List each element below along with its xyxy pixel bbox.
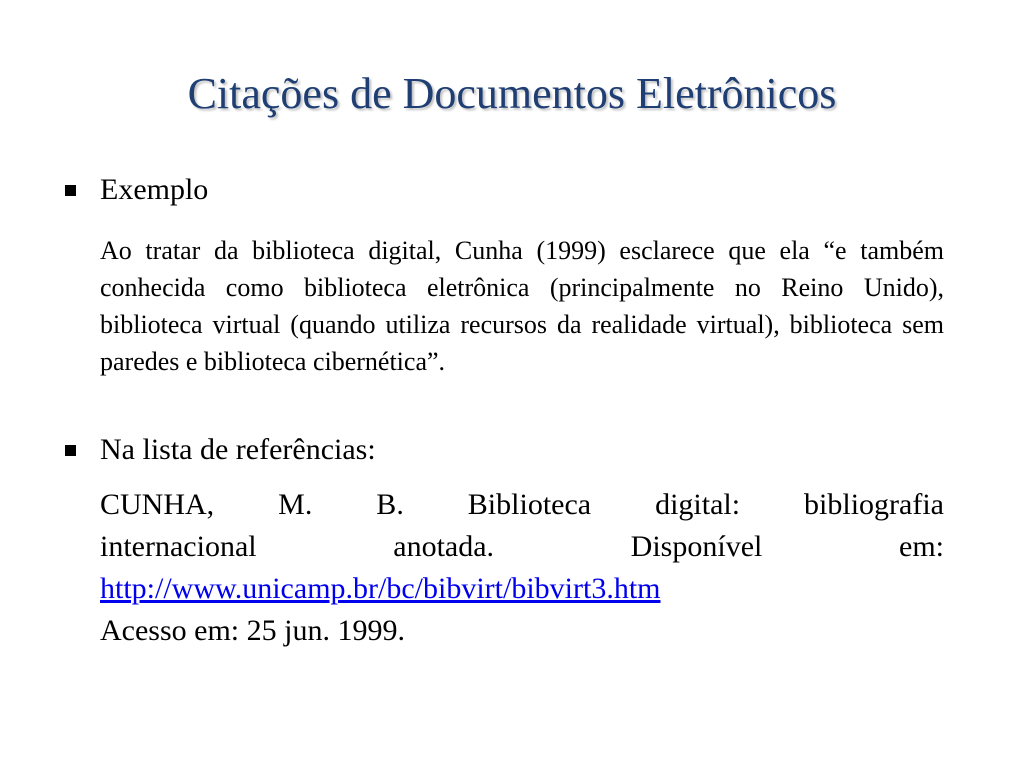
reference-access-date: Acesso em: 25 jun. 1999. (100, 614, 405, 647)
reference-entry (100, 484, 944, 652)
reference-url-link[interactable]: http://www.unicamp.br/bc/bibvirt/bibvirt3.htm (100, 572, 661, 605)
bullet-label: Na lista de referências: (100, 433, 376, 466)
square-bullet-icon (65, 445, 76, 456)
quote-paragraph: Ao tratar da biblioteca digital, Cunha (1999) esclarece que ela “e também conhecida como biblioteca eletrônica (principalmente no Reino Unido), biblioteca virtual (quando utiliza recursos da realidade virtual), biblioteca sem paredes e biblioteca cibernética”. (100, 236, 944, 376)
reference-line: CUNHA, M. B. Biblioteca digital: bibliografia (100, 488, 944, 521)
reference-line: internacional anotada. Disponível em: (100, 530, 944, 563)
square-bullet-icon (65, 185, 76, 196)
reference-url-line (100, 568, 944, 610)
bullet-label: Exemplo (100, 173, 209, 206)
slide-title: Citações de Documentos Eletrônicos (187, 69, 837, 118)
